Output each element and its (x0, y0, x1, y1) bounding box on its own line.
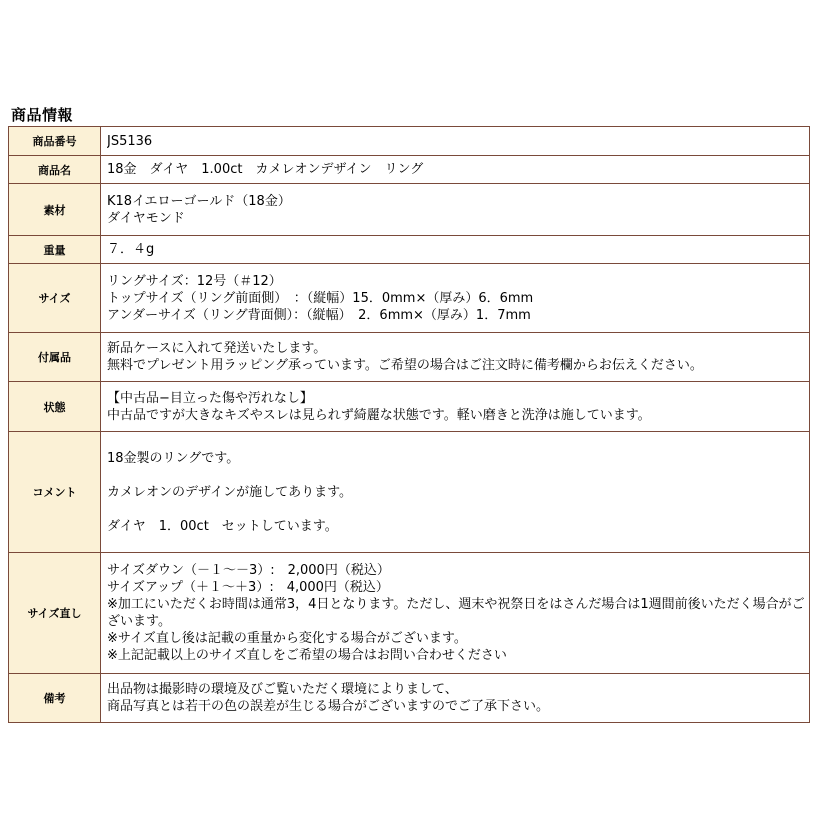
size-line: アンダーサイズ（リング背面側）：（縦幅） 2．6mm×（厚み）1．7mm (107, 307, 531, 323)
row-value (101, 333, 810, 382)
row-value (101, 184, 810, 236)
row-material (9, 184, 810, 236)
row-size (9, 264, 810, 333)
size-line: リングサイズ：12号（＃12） (107, 273, 282, 289)
condition-line: 中古品ですが大きなキズやスレは見られず綺麗な状態です。軽い磨きと洗浄は施しています。 (107, 407, 651, 423)
remarks-line: 出品物は撮影時の環境及びご覧いただく環境によりまして、 (107, 682, 458, 697)
row-label: サイズ直し (9, 553, 101, 674)
size-adjustment-line: ※上記記載以上のサイズ直しをご希望の場合はお問い合わせください (107, 648, 507, 663)
accessories-line: 無料でプレゼント用ラッピング承っています。ご希望の場合はご注文時に備考欄からお伝えください。 (107, 358, 703, 373)
row-value (101, 553, 810, 674)
material-line: ダイヤモンド (107, 210, 185, 226)
weight: ７．４g (107, 242, 155, 257)
row-value (101, 674, 810, 723)
size-adjustment-line: サイズアップ（＋１～＋3）: 4,000円（税込） (107, 580, 389, 595)
row-value (101, 236, 810, 264)
row-value (101, 156, 810, 184)
row-label: サイズ (9, 264, 101, 333)
product-info-table (8, 126, 810, 723)
comment-line: カメレオンのデザインが施してあります。 (107, 484, 353, 500)
product-name: 18金 ダイヤ 1.00ct カメレオンデザイン リング (107, 162, 424, 177)
row-size-adjustment (9, 553, 810, 674)
row-condition (9, 382, 810, 432)
row-value (101, 382, 810, 432)
row-label: 備考 (9, 674, 101, 723)
row-product-number (9, 127, 810, 156)
row-comment (9, 432, 810, 553)
size-line: トップサイズ（リング前面側） ：（縦幅）15．0mm×（厚み）6．6mm (107, 290, 534, 306)
condition-line: 【中古品−目立った傷や汚れなし】 (107, 390, 313, 406)
row-label: コメント (9, 432, 101, 553)
comment-line: 18金製のリングです。 (107, 450, 240, 466)
row-value (101, 432, 810, 553)
row-label: 重量 (9, 236, 101, 264)
row-accessories (9, 333, 810, 382)
size-adjustment-line: サイズダウン（－１～－3）: 2,000円（税込） (107, 563, 390, 578)
row-value (101, 127, 810, 156)
row-label: 素材 (9, 184, 101, 236)
comment-line: ダイヤ 1．00ct セットしています。 (107, 518, 338, 534)
size-adjustment-line: ※サイズ直し後は記載の重量から変化する場合がございます。 (107, 631, 467, 646)
row-label: 商品名 (9, 156, 101, 184)
row-weight (9, 236, 810, 264)
row-product-name (9, 156, 810, 184)
row-label: 状態 (9, 382, 101, 432)
accessories-line: 新品ケースに入れて発送いたします。 (107, 341, 327, 356)
size-adjustment-line: ※加工にいただくお時間は通常3，4日となります。ただし、週末や祝祭日をはさんだ場合は1週間前後いただく場合がございます。 (107, 597, 805, 629)
remarks-line: 商品写真とは若干の色の誤差が生じる場合がございますのでご了承下さい。 (107, 699, 550, 714)
product-number: JS5136 (107, 133, 153, 149)
row-value (101, 264, 810, 333)
row-remarks (9, 674, 810, 723)
section-title: 商品情報 (11, 106, 74, 124)
material-line: K18イエローゴールド（18金） (107, 193, 291, 209)
row-label: 付属品 (9, 333, 101, 382)
row-label: 商品番号 (9, 127, 101, 156)
